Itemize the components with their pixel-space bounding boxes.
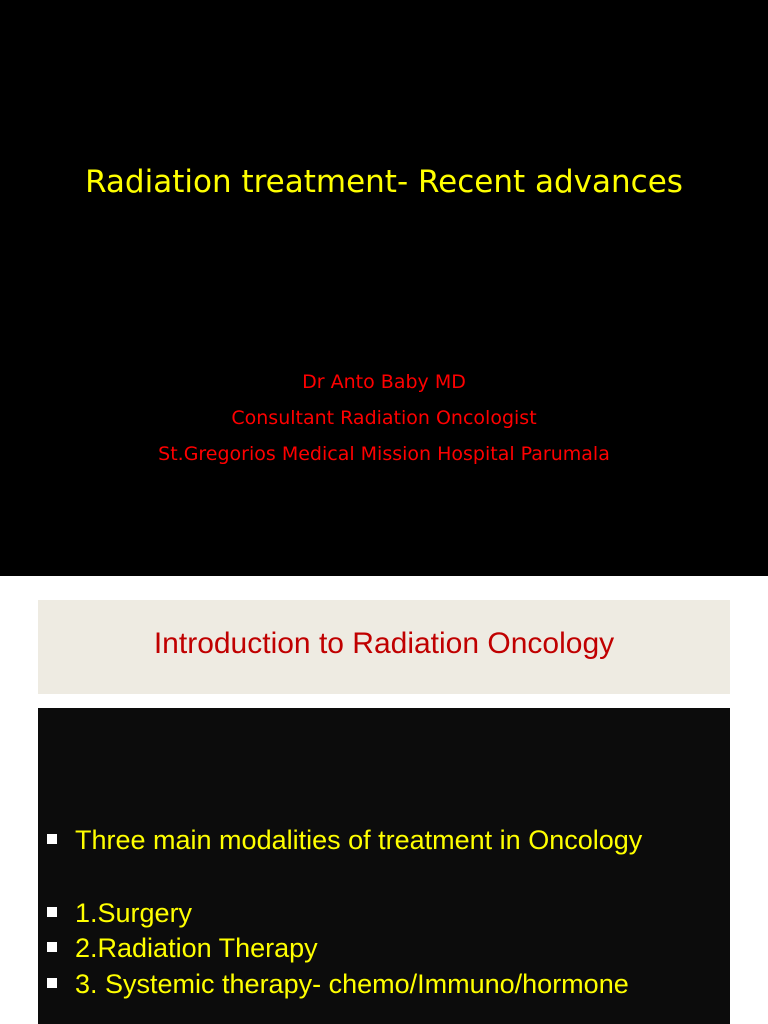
bullet-square-icon	[47, 978, 57, 988]
bullet-text: 1.Surgery	[75, 898, 193, 928]
author-block	[0, 364, 768, 472]
bullet-text: 2.Radiation Therapy	[75, 933, 318, 963]
slide-heading: Introduction to Radiation Oncology	[153, 627, 615, 660]
bullet-square-icon	[47, 834, 57, 844]
slide-title: Radiation treatment- Recent advances	[85, 164, 683, 200]
bullet-square-icon	[47, 942, 57, 952]
slide-header	[38, 600, 730, 694]
slide-body	[38, 708, 730, 1024]
author-name: Dr Anto Baby MD	[302, 371, 466, 393]
bullet-text: 3. Systemic therapy- chemo/Immuno/hormone	[75, 969, 629, 999]
bullet-text: Three main modalities of treatment in Oncology	[75, 825, 643, 855]
content-slide	[0, 576, 768, 1024]
bullet-square-icon	[47, 907, 57, 917]
author-position: Consultant Radiation Oncologist	[231, 407, 537, 429]
author-institution: St.Gregorios Medical Mission Hospital Parumala	[158, 443, 610, 465]
